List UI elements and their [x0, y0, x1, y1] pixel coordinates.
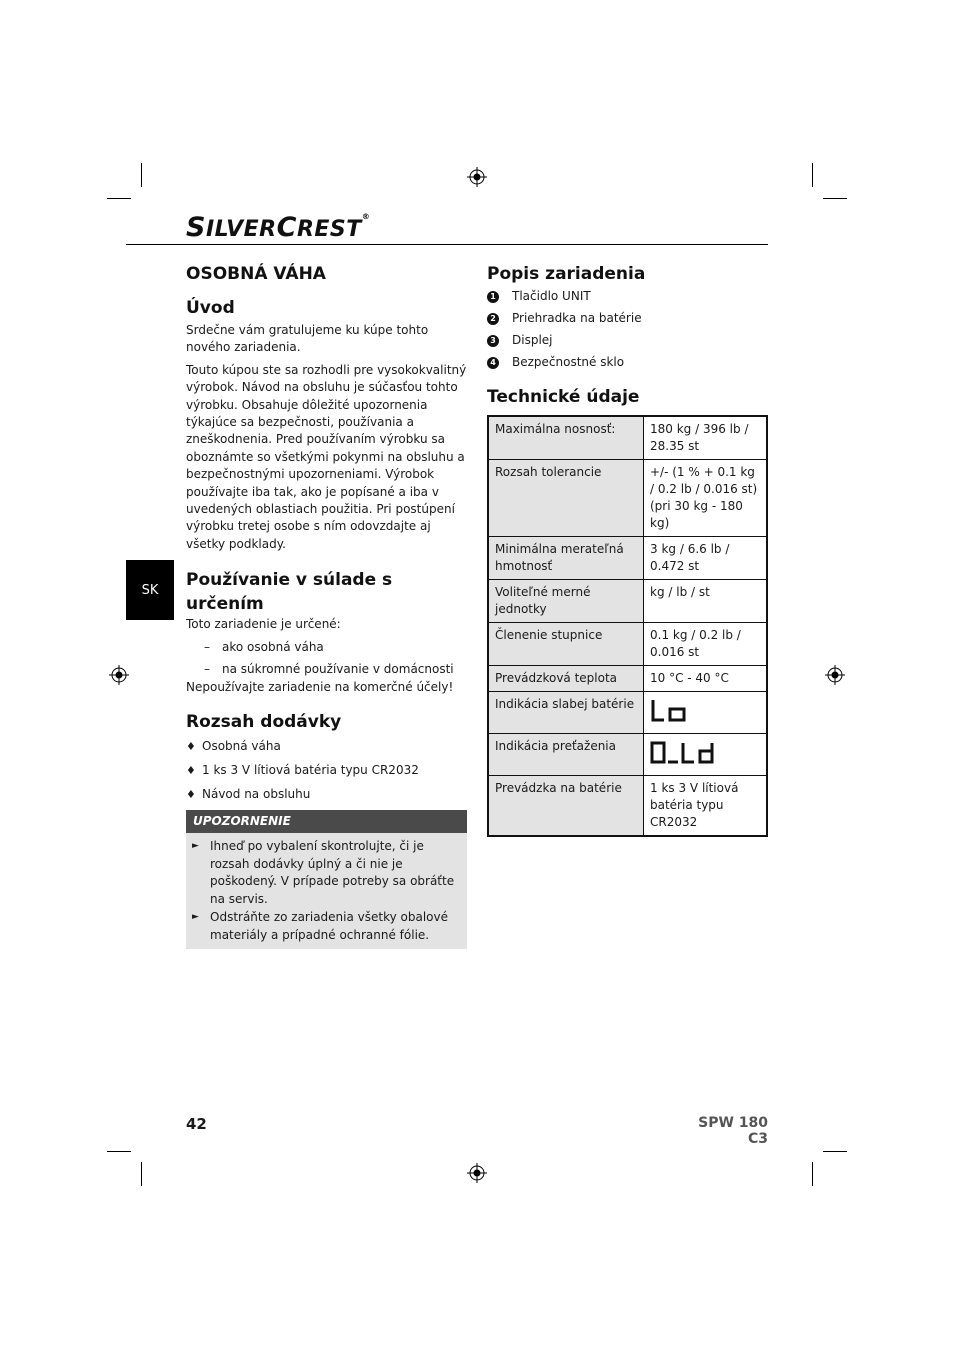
header-rule: [126, 244, 768, 245]
number-badge-icon: 2: [487, 313, 499, 325]
table-row: Maximálna nosnosť: 180 kg / 396 lb / 28.35 st: [488, 416, 767, 460]
device-description-heading: Popis zariadenia: [487, 264, 646, 284]
warning-item: ► Odstráňte zo zariadenia všetky obalové materiály a prípadné ochranné fólie.: [192, 909, 459, 944]
list-item: 3 Displej: [487, 332, 768, 349]
language-tab: SK: [126, 560, 174, 620]
number-badge-icon: 4: [487, 357, 499, 369]
right-column: [487, 262, 768, 837]
model-number: SPW 180 C3: [698, 1115, 768, 1147]
registration-mark-icon: [109, 665, 129, 685]
crop-mark: [141, 163, 142, 187]
crop-mark: [812, 163, 813, 187]
table-row: Indikácia slabej batérie: [488, 692, 767, 734]
scope-list: [186, 738, 468, 803]
crop-mark: [823, 1151, 847, 1152]
document-title: OSOBNÁ VÁHA: [186, 264, 326, 284]
number-badge-icon: 3: [487, 335, 499, 347]
list-item: 4 Bezpečnostné sklo: [487, 354, 768, 371]
crop-mark: [812, 1162, 813, 1186]
list-item: – ako osobná váha: [186, 639, 468, 656]
registration-mark-icon: [467, 1163, 487, 1183]
list-item: ♦ 1 ks 3 V lítiová batéria typu CR2032: [186, 762, 468, 779]
registration-mark-icon: [467, 167, 487, 187]
list-item: 1 Tlačidlo UNIT: [487, 288, 768, 305]
list-item: ♦ Návod na obsluhu: [186, 786, 468, 803]
intro-heading: Úvod: [186, 298, 235, 318]
lcd-lo-symbol-icon: [650, 698, 690, 724]
crop-mark: [141, 1162, 142, 1186]
warning-box: [186, 810, 467, 949]
list-item: 2 Priehradka na batérie: [487, 310, 768, 327]
list-item: ♦ Osobná váha: [186, 738, 468, 755]
intro-paragraph-1: Srdečne vám gratulujeme ku kúpe tohto nového zariadenia.: [186, 323, 429, 355]
intended-use-list: [186, 639, 468, 678]
table-row: Prevádzka na batérie 1 ks 3 V lítiová batéria typu CR2032: [488, 776, 767, 837]
intro-paragraph-2: Touto kúpou ste sa rozhodli pre vysokokvalitný výrobok. Návod na obsluhu je súčasťou tohto výrobku. Obsahuje dôležité upozornenia týkajúce sa bezpečnosti, používania a zneškodnenia. Pred používaním výrobku sa oboznámte so všetkými pokynmi na obsluhu a bezpečnostnými upozorneniami. Výrobok používajte iba tak, ako je popísané a iba v uvedených oblastiach použitia. Pri postúpení výrobku tretej osobe s ním odovzdajte aj všetky podklady.: [186, 362, 467, 551]
number-badge-icon: 1: [487, 291, 499, 303]
silvercrest-logo: SILVERCREST®: [186, 212, 371, 243]
technical-data-table: [487, 415, 768, 837]
table-row: Prevádzková teplota 10 °C - 40 °C: [488, 666, 767, 692]
table-row: Voliteľné merné jednotky kg / lb / st: [488, 580, 767, 623]
table-row: Indikácia preťaženia: [488, 734, 767, 776]
left-column: [186, 262, 468, 949]
crop-mark: [823, 198, 847, 199]
lcd-overload-symbol-icon: [650, 740, 720, 766]
list-item: – na súkromné používanie v domácnosti: [186, 661, 468, 678]
table-row: Minimálna merateľná hmotnosť 3 kg / 6.6 lb / 0.472 st: [488, 537, 767, 580]
intended-use-intro: Toto zariadenie je určené:: [186, 617, 341, 632]
crop-mark: [107, 1151, 131, 1152]
intended-use-note: Nepoužívajte zariadenie na komerčné účely!: [186, 679, 454, 694]
intended-use-heading: Používanie v súlade s určením: [186, 570, 393, 615]
warning-item: ► Ihneď po vybalení skontrolujte, či je rozsah dodávky úplný a či nie je poškodený. V prípade potreby sa obráťte na servis.: [192, 838, 459, 908]
scope-heading: Rozsah dodávky: [186, 712, 342, 733]
registration-mark-icon: [825, 665, 845, 685]
device-parts-list: [487, 288, 768, 371]
technical-data-heading: Technické údaje: [487, 387, 640, 407]
warning-title: UPOZORNENIE: [186, 810, 467, 833]
table-row: Členenie stupnice 0.1 kg / 0.2 lb / 0.016 st: [488, 623, 767, 666]
page-number: 42: [186, 1115, 207, 1133]
table-row: Rozsah tolerancie +/- (1 % + 0.1 kg / 0.2 lb / 0.016 st) (pri 30 kg - 180 kg): [488, 460, 767, 537]
crop-mark: [107, 198, 131, 199]
